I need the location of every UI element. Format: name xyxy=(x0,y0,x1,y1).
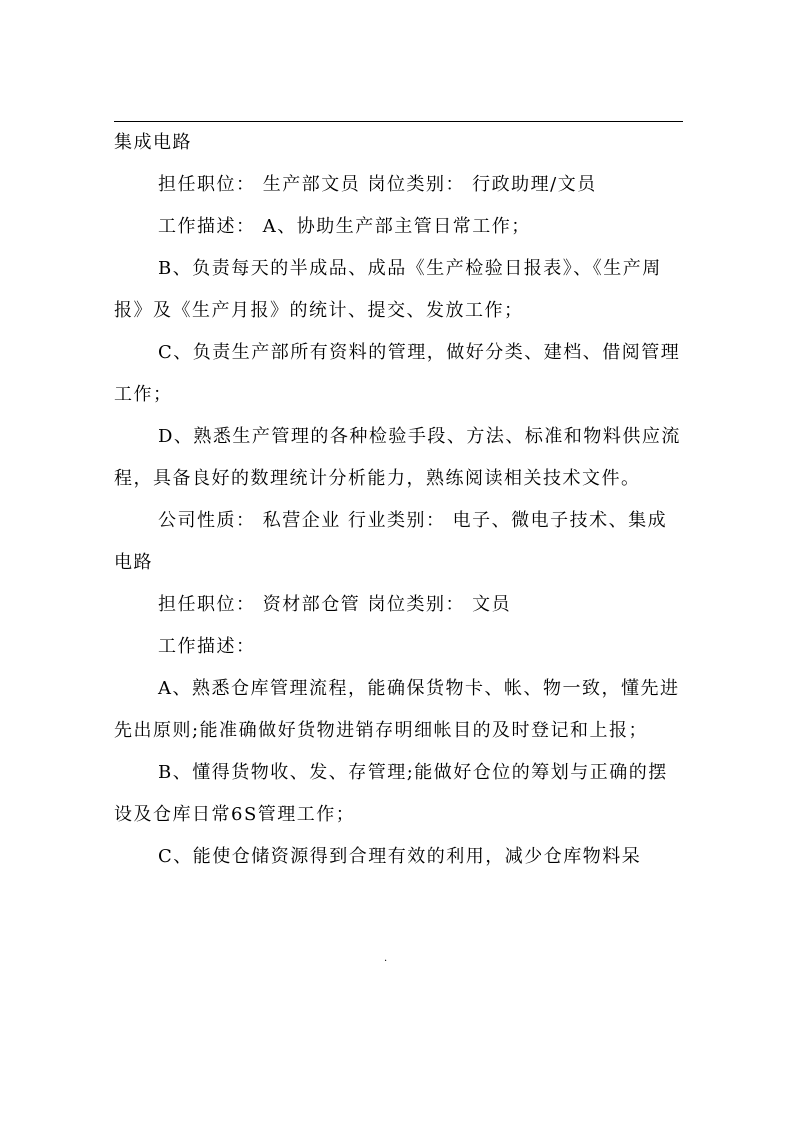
paragraph: 工作描述： A、协助生产部主管日常工作； xyxy=(158,216,531,237)
document-body xyxy=(114,122,686,878)
paragraph: 集成电路 xyxy=(114,132,192,153)
paragraph: 工作描述： xyxy=(158,636,256,657)
paragraph: B、负责每天的半成品、成品《生产检验日报表》、《生产周报》及《生产月报》的统计、提交、发放工作； xyxy=(114,258,662,321)
paragraph: 担任职位： 资材部仓管 岗位类别： 文员 xyxy=(158,594,512,615)
paragraph: 公司性质： 私营企业 行业类别： 电子、微电子技术、集成电路 xyxy=(114,510,668,573)
paragraph: C、负责生产部所有资料的管理，做好分类、建档、借阅管理工作； xyxy=(114,342,681,405)
paragraph: B、懂得货物收、发、存管理;能做好仓位的筹划与正确的摆设及仓库日常6S管理工作； xyxy=(114,762,668,825)
paragraph: A、熟悉仓库管理流程，能确保货物卡、帐、物一致，懂先进先出原则;能准确做好货物进销存明细帐目的及时登记和上报； xyxy=(114,678,680,741)
paragraph: 担任职位： 生产部文员 岗位类别： 行政助理/文员 xyxy=(158,174,597,195)
paragraph: C、能使仓储资源得到合理有效的利用，减少仓库物料呆 xyxy=(158,846,642,867)
paragraph: D、熟悉生产管理的各种检验手段、方法、标准和物料供应流程，具备良好的数理统计分析能力，熟练阅读相关技术文件。 xyxy=(114,426,681,489)
footer-mark: . xyxy=(384,953,388,964)
